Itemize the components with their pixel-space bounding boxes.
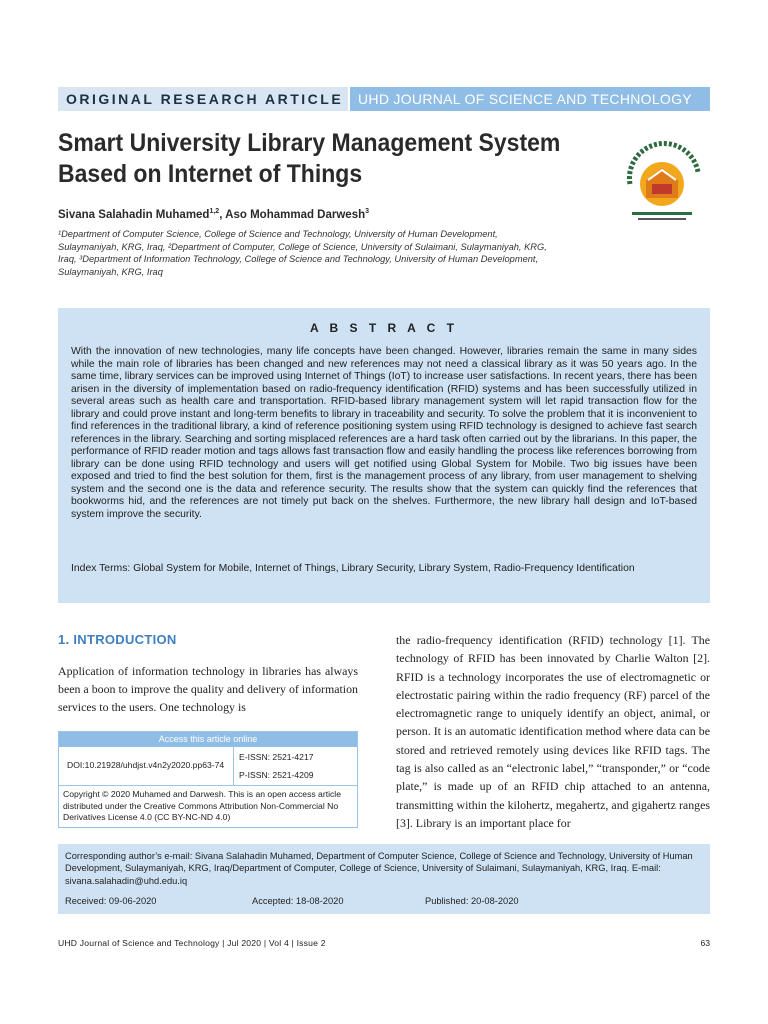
abstract-heading: A B S T R A C T xyxy=(310,321,458,335)
access-article-box xyxy=(58,731,358,828)
e-issn: E-ISSN: 2521-4217 xyxy=(239,752,314,762)
affiliation-line: ¹Department of Computer Science, College of Science and Technology, University of Human Development, xyxy=(58,229,498,239)
journal-name-banner: UHD JOURNAL OF SCIENCE AND TECHNOLOGY xyxy=(350,87,710,111)
index-terms: Index Terms: Global System for Mobile, Internet of Things, Library Security, Library System, Radio-Frequency Identification xyxy=(71,563,635,574)
author-separator: , xyxy=(219,208,226,221)
p-issn: P-ISSN: 2521-4209 xyxy=(239,770,314,780)
access-divider xyxy=(59,785,357,786)
page-number: 63 xyxy=(700,938,710,948)
abstract-box xyxy=(58,308,710,603)
intro-left-paragraph: Application of information technology in libraries has always been a boon to improve the quality and delivery of information services to the users. One technology is xyxy=(58,664,358,715)
title-line-1: Smart University Library Management System xyxy=(58,129,561,157)
abstract-text: With the innovation of new technologies, many life concepts have been changed. However, libraries remain the same in many sides while the main role of libraries has been changed and new references may not need a classical library as it was 50 years ago. In the same time, library services can be improved using Internet of Things (IoT) to increase user satisfactions. In recent years, there has been arisen in the diversity of implementation based on radio-frequency identification (RFID) systems and has been successfully utilized in several areas such as health care and transportation. RFID-based library management system will let rapid transaction flow for the library and could prove instant and long-term benefits to library in traceability and security. To solve the problem that it is inconvenient to find references in the traditional library, a kind of reference positioning system using RFID technology is designed to achieve fast search references in the library. Searching and sorting misplaced references are a hard task often carried out by the librarians. In this paper, the performance of RFID reader motion and tags allows fast transaction flow and easily handling the process like references borrowing from library can be done using RFID technology and users will get notified using Global System for Mobile. Two big issues have been exposed and tried to find the best solution for them, first is the management process of any library, from user management to shelving system and the second one is the data and reference security. The results show that the system can quickly find the references that bookworms hid, and the references are not timely put back on the shelves. Furthermore, the new library hall design and IoT-based system improve the security. xyxy=(71,346,697,520)
author-list xyxy=(58,208,369,221)
paper-title xyxy=(58,128,573,190)
published-date: Published: 20-08-2020 xyxy=(425,896,519,906)
intro-right-paragraph: the radio-frequency identification (RFID) technology [1]. The technology of RFID has been innovated by Charlie Walton [2]. RFID is a technology incorporates the use of electromagnetic or electrostatic pairing within the radio frequency (RF) parcel of the electromagnetic range to uniquely identify an object, animal, or person. It is an automatic identification method where data can be stored and retrieved remotely using devices like RFID tags. The tag is also called as an “electronic label,” “transponder,” or “code plate,” is made up of an RFID chip attached to an antenna, transmitting within the kilohertz, megahertz, and gigahertz ranges [3]. Library is an important place for xyxy=(396,633,710,830)
affiliation-line: Iraq, ³Department of Information Technology, College of Science and Technology, University of Human Development, xyxy=(58,254,539,265)
access-divider xyxy=(233,747,234,785)
affiliation-line: Sulaymaniyah, KRG, Iraq xyxy=(58,266,163,277)
article-type-banner: ORIGINAL RESEARCH ARTICLE xyxy=(58,87,348,111)
introduction-heading: 1. INTRODUCTION xyxy=(58,632,177,647)
copyright-notice: Copyright © 2020 Muhamed and Darwesh. This is an open access article distributed under the Creative Commons Attribution Non-Commercial No Derivatives License 4.0 (CC BY-NC-ND 4.0) xyxy=(63,789,341,823)
affiliation-line: Sulaymaniyah, KRG, Iraq, ²Department of Computer, College of Science, University of Sulaimani, Sulaymaniyah, KRG, xyxy=(58,241,547,252)
author-name: Aso Mohammad Darwesh xyxy=(225,208,366,221)
author-affil-mark: 3 xyxy=(365,208,370,215)
affiliations xyxy=(58,228,598,278)
footer-citation: UHD Journal of Science and Technology | Jul 2020 | Vol 4 | Issue 2 xyxy=(58,938,326,948)
university-logo-icon xyxy=(612,132,712,230)
author-affil-mark: 1,2 xyxy=(209,208,220,215)
title-line-2: Based on Internet of Things xyxy=(58,160,363,188)
author-name: Sivana Salahadin Muhamed xyxy=(58,208,210,221)
accepted-date: Accepted: 18-08-2020 xyxy=(252,896,344,906)
doi-link[interactable]: DOI:10.21928/uhdjst.v4n2y2020.pp63-74 xyxy=(67,760,225,770)
corresponding-author-text: Corresponding author’s e-mail: Sivana Salahadin Muhamed, Department of Computer Science, College of Science and Technology, University of Human Development, Sulaymaniyah, KRG, Iraq/Department of Computer, College of Science, University of Sulaimani, Sulaymaniyah, KRG, Iraq. E-mail: sivana.salahadin@uhd.edu.iq xyxy=(65,851,693,886)
access-heading: Access this article online xyxy=(59,732,357,747)
received-date: Received: 09-06-2020 xyxy=(65,896,157,906)
